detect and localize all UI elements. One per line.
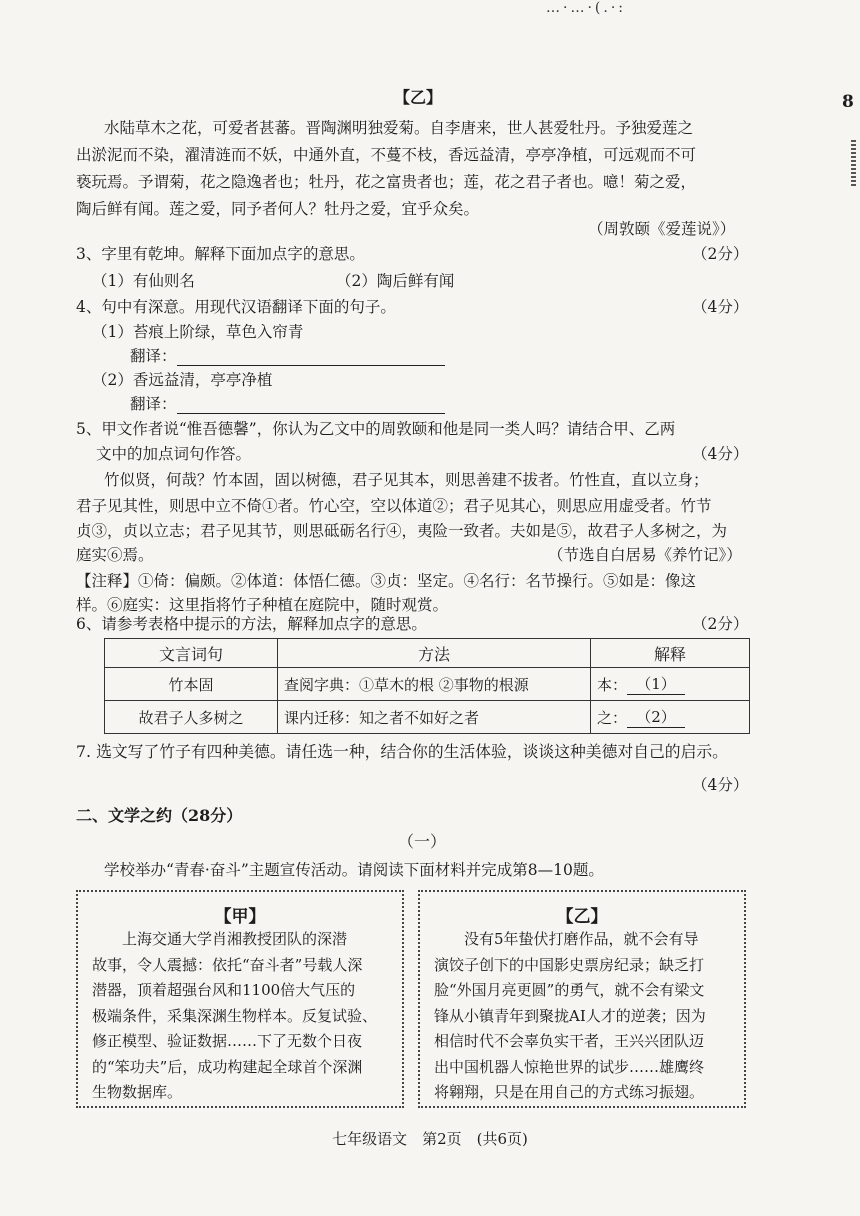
table-cell-answer: 本： （1） (591, 668, 750, 701)
notes-line-1: 【注释】①倚：偏颇。②体道：体悟仁德。③贞：坚定。④名行：名节操行。⑤如是：像这 (76, 572, 697, 590)
box-yi-line: 锋从小镇青年到聚拢AI人才的逆袭；因为 (434, 1006, 706, 1025)
q4-translate-label-1: 翻译： (130, 346, 445, 366)
section-2-subtitle: （一） (398, 832, 447, 851)
q7-score: （4分） (692, 776, 749, 794)
material-box-yi (418, 890, 746, 1108)
q5-score: （4分） (692, 445, 749, 463)
material-box-jia (76, 890, 404, 1108)
table-row (105, 701, 750, 734)
q6-score: （2分） (692, 615, 749, 633)
q4-stem: 4、句中有深意。用现代汉语翻译下面的句子。 (76, 298, 396, 316)
table-header-answer: 解释 (591, 639, 750, 668)
bamboo-source: （节选自白居易《养竹记》） (548, 546, 742, 564)
yi-line-2: 出淤泥而不染，濯清涟而不妖，中通外直，不蔓不枝，香远益清，亭亭净植，可远观而不可 (76, 146, 697, 164)
q6-table (104, 638, 750, 734)
q6-stem: 6、请参考表格中提示的方法，解释加点字的意思。 (76, 615, 427, 633)
bamboo-line-2: 君子见其性，则思中立不倚①者。竹心空，空以体道②；君子见其心，则思应用虚受者。竹节 (76, 497, 712, 515)
q3-item-2: （2）陶后鲜有闻 (336, 272, 455, 290)
yi-passage-title: 【乙】 (394, 88, 443, 107)
q3-item-1: （1）有仙则名 (92, 272, 195, 290)
section-2-title: 二、文学之约（28分） (76, 806, 243, 825)
box-jia-line: 极端条件，采集深渊生物样本。反复试验、 (92, 1006, 378, 1025)
box-yi-line: 脸“外国月亮更圆”的勇气，就不会有梁文 (434, 981, 705, 999)
section-2-intro: 学校举办“青春·奋斗”主题宣传活动。请阅读下面材料并完成第8—10题。 (104, 861, 604, 879)
q3-score: （2分） (692, 245, 749, 263)
q3-stem: 3、字里有乾坤。解释下面加点字的意思。 (76, 245, 365, 263)
q4-answer-line-2[interactable] (177, 413, 445, 414)
box-jia-title: 【甲】 (214, 907, 266, 927)
table-row (105, 668, 750, 701)
bamboo-line-1: 竹似贤，何哉？竹本固，固以树德，君子见其本，则思善建不拔者。竹性直，直以立身； (104, 471, 709, 489)
q4-item-1: （1）苔痕上阶绿，草色入帘青 (92, 323, 304, 341)
box-yi-line: 将翱翔，只是在用自己的方式练习振翅。 (434, 1083, 705, 1101)
table-cell-phrase: 故君子人多树之 (105, 701, 278, 734)
table-header-method: 方法 (278, 639, 591, 668)
box-jia-line: 故事，令人震撼：依托“奋斗者”号载人深 (92, 955, 363, 974)
margin-page-number: 8 (842, 92, 854, 112)
box-yi-line: 相信时代不会辜负实干者，王兴兴团队迈 (434, 1032, 705, 1050)
table-cell-answer: 之： （2） (591, 701, 750, 734)
corner-scribble: …·…·(.·: (546, 0, 626, 16)
yi-line-1: 水陆草木之花，可爱者甚蕃。晋陶渊明独爱菊。自李唐来，世人甚爱牡丹。予独爱莲之 (104, 119, 694, 137)
q4-item-2: （2）香远益清，亭亭净植 (92, 371, 273, 389)
yi-line-3: 亵玩焉。予谓菊，花之隐逸者也；牡丹，花之富贵者也；莲，花之君子者也。噫！菊之爱， (76, 173, 697, 191)
table-cell-method: 课内迁移：知之者不如好之者 (278, 701, 591, 734)
bamboo-line-3: 贞③，贞以立志；君子见其节，则思砥砺名行④，夷险一致者。夫如是⑤，故君子人多树之，为 (76, 522, 728, 540)
yi-source: （周敦颐《爱莲说》） (588, 220, 736, 238)
box-jia-line: 的“笨功夫”后，成功构建起全球首个深渊 (92, 1057, 363, 1076)
box-yi-line: 出中国机器人惊艳世界的试步……雄鹰终 (434, 1057, 705, 1076)
box-jia-line: 修正模型、验证数据……下了无数个日夜 (92, 1032, 363, 1050)
answer-blank-1[interactable]: （1） (627, 673, 685, 695)
box-jia-line: 生物数据库。 (92, 1083, 183, 1101)
box-jia-line: 潜器，顶着超强台风和1100倍大气压的 (92, 981, 356, 999)
box-yi-line: 没有5年蛰伏打磨作品，就不会有导 (464, 930, 699, 948)
table-header-phrase: 文言词句 (105, 639, 278, 668)
q5-line-2: 文中的加点词句作答。 (96, 445, 252, 463)
notes-line-2: 样。⑥庭实：这里指将竹子种植在庭院中，随时观赏。 (76, 596, 449, 614)
q7-stem: 7. 选文写了竹子有四种美德。请任选一种，结合你的生活体验，谈谈这种美德对自己的启示。 (76, 742, 728, 761)
box-jia-line: 上海交通大学肖湘教授团队的深潜 (122, 930, 348, 948)
box-jia-body (78, 927, 402, 1106)
q5-line-1: 5、甲文作者说“惟吾德馨”，你认为乙文中的周敦颐和他是同一类人吗？请结合甲、乙两 (76, 420, 676, 438)
binding-edge-marks (851, 140, 856, 186)
box-yi-title: 【乙】 (556, 907, 608, 927)
bamboo-line-4: 庭实⑥焉。 (76, 546, 154, 564)
q4-score: （4分） (692, 298, 749, 316)
q4-answer-line-1[interactable] (177, 365, 445, 366)
q4-translate-label-2: 翻译： (130, 394, 445, 414)
table-cell-method: 查阅字典：①草木的根 ②事物的根源 (278, 668, 591, 701)
yi-line-4: 陶后鲜有闻。莲之爱，同予者何人？牡丹之爱，宜乎众矣。 (76, 200, 480, 218)
box-yi-line: 演饺子创下的中国影史票房纪录；缺乏打 (434, 955, 705, 974)
answer-blank-2[interactable]: （2） (627, 706, 685, 728)
table-cell-phrase: 竹本固 (105, 668, 278, 701)
page-footer: 七年级语文 第2页 (共6页) (332, 1130, 528, 1148)
box-yi-body (420, 927, 744, 1106)
